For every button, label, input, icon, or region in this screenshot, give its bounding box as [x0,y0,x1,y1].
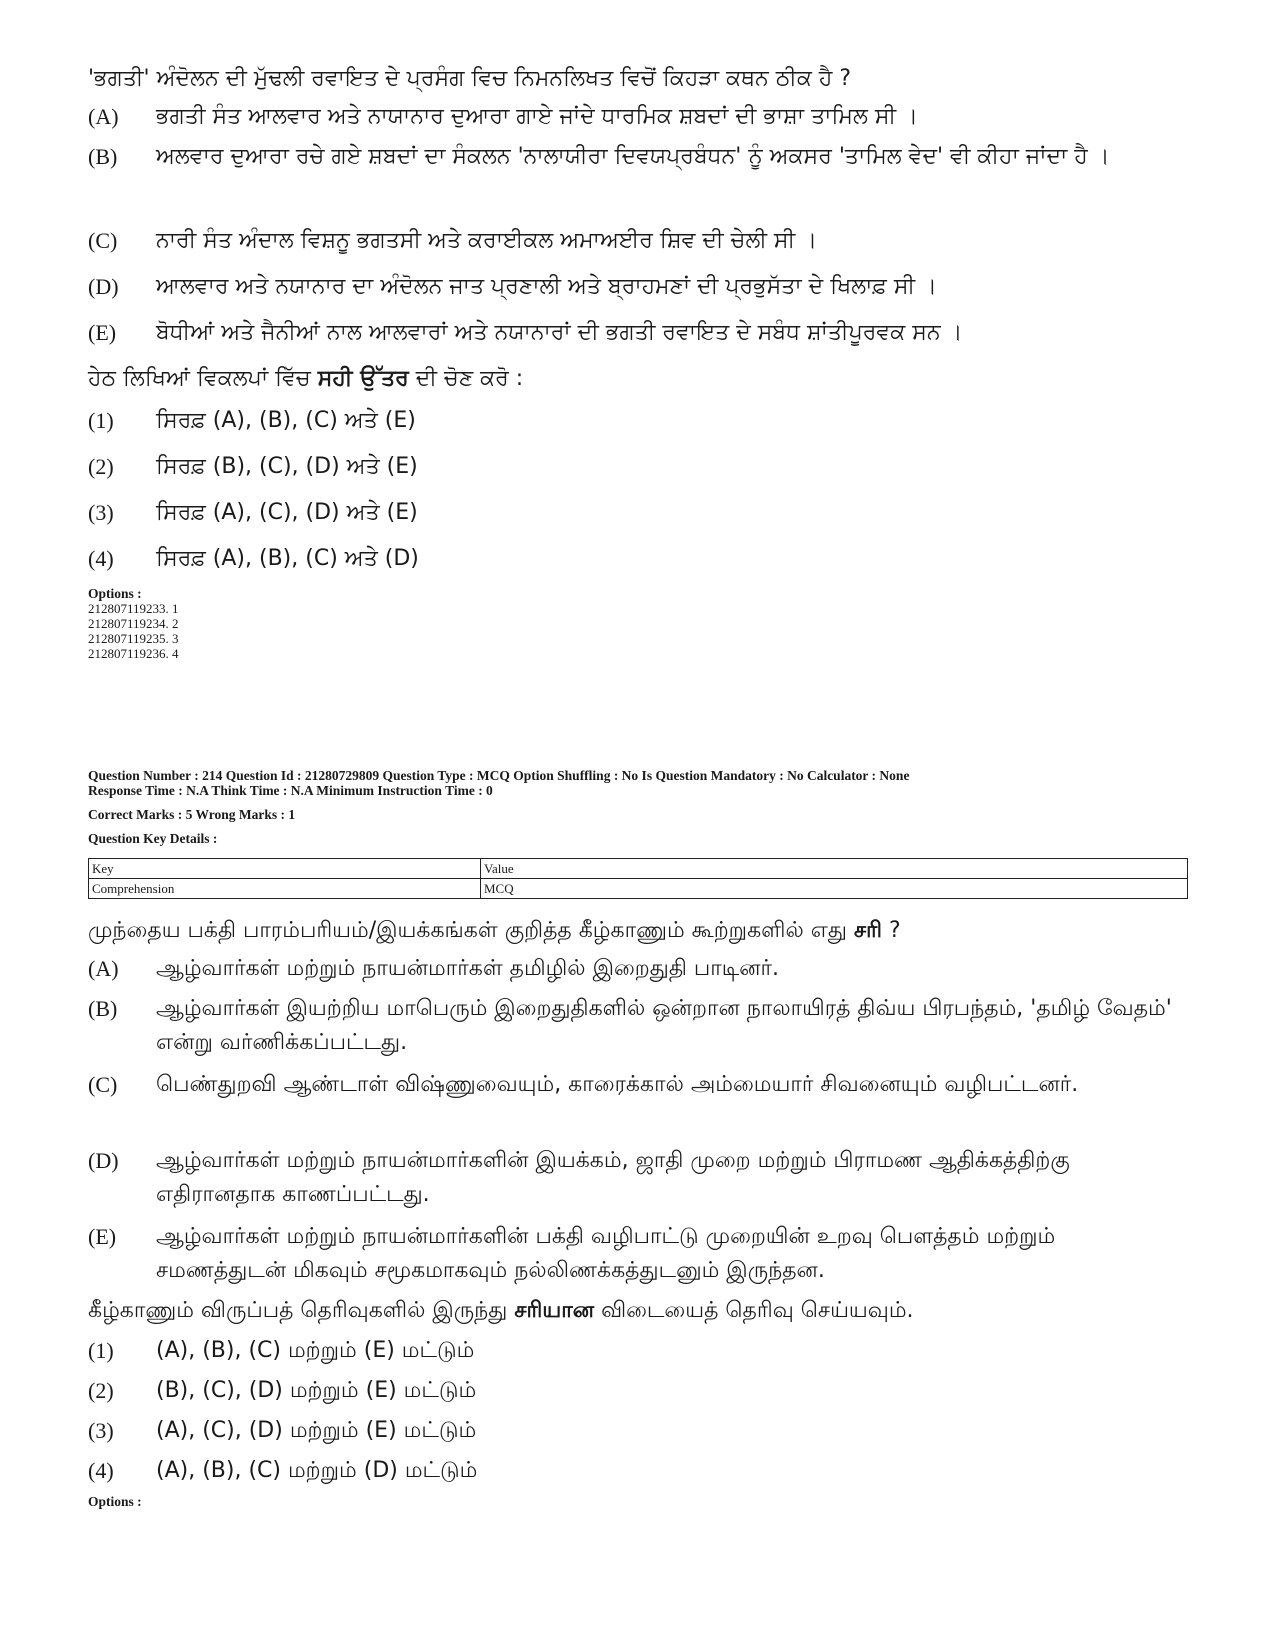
choice-text: ਸਿਰਫ਼ (A), (C), (D) ਅਤੇ (E) [156,500,418,525]
q1-statement-a [88,100,1188,140]
statement-text: பெண்துறவி ஆண்டாள் விஷ்ணுவையும், காரைக்கால் அம்மையார் சிவனையும் வழிபட்டனர். [156,1072,1079,1097]
meta-line-1: Question Number : 214 Question Id : 21280729809 Question Type : MCQ Option Shuffling : No Is Question Mandatory : No Calculator : None [88,768,910,783]
instruction-text: ਦੀ ਚੋਣ ਕਰੋ : [408,366,524,391]
key-value-table [88,858,1188,899]
q2-instruction [88,1296,1188,1326]
instruction-text: ਹੇਠ ਲਿਖਿਆਂ ਵਿਕਲਪਾਂ ਵਿੱਚ [88,366,318,391]
table-row [89,879,1188,899]
q2-statement-c [88,1068,1188,1144]
choice-label: (4) [88,546,114,571]
choice-text: ਸਿਰਫ਼ (A), (B), (C) ਅਤੇ (D) [156,546,419,571]
statement-label: (D) [88,1148,119,1173]
choice-text: (A), (C), (D) மற்றும் (E) மட்டும் [156,1418,477,1443]
instruction-text: கீழ்காணும் விருப்பத் தெரிவுகளில் இருந்து [88,1298,515,1323]
q2-options-header: Options : [88,1494,142,1509]
q1-statement-c [88,224,1188,270]
choice-text: ਸਿਰਫ਼ (B), (C), (D) ਅਤੇ (E) [156,454,418,479]
stem-text: முந்தைய பக்தி பாரம்பரியம்/இயக்கங்கள் குறித்த கீழ்காணும் கூற்றுகளில் எது [88,918,854,943]
choice-text: ਸਿਰਫ਼ (A), (B), (C) ਅਤੇ (E) [156,408,416,433]
choice-label: (3) [88,500,114,525]
option-id: 212807119234. 2 [88,616,179,631]
statement-label: (E) [88,320,117,345]
q2-statement-d [88,1144,1188,1220]
statement-label: (C) [88,228,118,253]
statement-text: ਨਾਰੀ ਸੰਤ ਅੰਦਾਲ ਵਿਸ਼ਨੂ ਭਗਤਸੀ ਅਤੇ ਕਰਾਈਕਲ ਅਮਾਅਈਰ ਸ਼ਿਵ ਦੀ ਚੇਲੀ ਸੀ । [156,228,818,253]
q2-statement-e [88,1220,1188,1296]
q2-stem [88,916,1188,946]
table-cell-key: Comprehension [89,879,481,899]
q1-statement-b [88,140,1188,224]
statement-label: (E) [88,1224,117,1249]
stem-emphasis: சரி [853,918,882,943]
statement-label: (D) [88,274,119,299]
q2-choice-4 [88,1454,1188,1492]
meta-key-details: Question Key Details : [88,831,218,846]
q2-choice-2 [88,1374,1188,1414]
q1-choice-2 [88,450,1188,496]
statement-text: ஆழ்வார்கள் மற்றும் நாயன்மார்களின் பக்தி வழிபாட்டு முறையின் உறவு பௌத்தம் மற்றும் சமணத்துடன் மிகவும் சமூகமாகவும் நல்லிணக்கத்துடனும் இருந்தன. [156,1224,1056,1283]
instruction-emphasis: ਸਹੀ ਉੱਤਰ [317,366,409,391]
instruction-emphasis: சரியான [514,1298,595,1323]
table-header-key: Key [89,859,481,879]
statement-text: ਬੋਧੀਆਂ ਅਤੇ ਜੈਨੀਆਂ ਨਾਲ ਆਲਵਾਰਾਂ ਅਤੇ ਨਯਾਨਾਰਾਂ ਦੀ ਭਗਤੀ ਰਵਾਇਤ ਦੇ ਸਬੰਧ ਸ਼ਾਂਤੀਪੂਰਵਕ ਸਨ । [156,320,963,345]
q1-choice-3 [88,496,1188,542]
table-header-row [89,859,1188,879]
choice-text: (A), (B), (C) மற்றும் (D) மட்டும் [156,1458,478,1483]
statement-text: ஆழ்வார்கள் மற்றும் நாயன்மார்கள் தமிழில் இறைதுதி பாடினர். [156,956,780,981]
choice-label: (1) [88,408,114,433]
instruction-text: விடையைத் தெரிவு செய்யவும். [594,1298,914,1323]
statement-label: (B) [88,144,118,169]
statement-text: ஆழ்வார்கள் இயற்றிய மாபெரும் இறைதுதிகளில் ஒன்றான நாலாயிரத் திவ்ய பிரபந்தம், 'தமிழ் வேதம்' என்று வர்ணிக்கப்பட்டது. [156,996,1172,1055]
stem-text: ? [881,918,901,943]
table-header-value: Value [481,859,1188,879]
statement-text: ਭਗਤੀ ਸੰਤ ਆਲਵਾਰ ਅਤੇ ਨਾਯਾਨਾਰ ਦੁਆਰਾ ਗਾਏ ਜਾਂਦੇ ਧਾਰਮਿਕ ਸ਼ਬਦਾਂ ਦੀ ਭਾਸ਼ਾ ਤਾਮਿਲ ਸੀ । [156,104,918,129]
statement-label: (B) [88,996,118,1021]
statement-text: ਆਲਵਾਰ ਅਤੇ ਨਯਾਨਾਰ ਦਾ ਅੰਦੋਲਨ ਜਾਤ ਪ੍ਰਣਾਲੀ ਅਤੇ ਬ੍ਰਾਹਮਣਾਂ ਦੀ ਪ੍ਰਭੁਸੱਤਾ ਦੇ ਖਿਲਾਫ਼ ਸੀ । [156,274,937,299]
choice-text: (A), (B), (C) மற்றும் (E) மட்டும் [156,1338,475,1363]
meta-marks: Correct Marks : 5 Wrong Marks : 1 [88,807,296,822]
q2-statement-b [88,992,1188,1068]
statement-label: (A) [88,104,119,129]
option-id: 212807119236. 4 [88,646,179,661]
q2-choice-3 [88,1414,1188,1454]
choice-label: (1) [88,1338,114,1363]
option-id: 212807119233. 1 [88,601,179,616]
q1-block [88,64,1188,661]
statement-text: ਅਲਵਾਰ ਦੁਆਰਾ ਰਚੇ ਗਏ ਸ਼ਬਦਾਂ ਦਾ ਸੰਕਲਨ 'ਨਾਲਾਯੀਰਾ ਦਿਵਯਪ੍ਰਬੰਧਨ' ਨੂੰ ਅਕਸਰ 'ਤਾਮਿਲ ਵੇਦ' ਵੀ ਕੀਹਾ ਜਾਂਦਾ ਹੈ । [156,144,1110,169]
statement-text: ஆழ்வார்கள் மற்றும் நாயன்மார்களின் இயக்கம், ஜாதி முறை மற்றும் பிராமண ஆதிக்கத்திற்கு எதிரானதாக காணப்பட்டது. [156,1148,1070,1207]
choice-label: (2) [88,1378,114,1403]
meta-line-2: Response Time : N.A Think Time : N.A Minimum Instruction Time : 0 [88,783,493,798]
choice-label: (2) [88,454,114,479]
question-meta [88,768,1188,846]
q1-choice-4 [88,542,1188,582]
table-cell-value: MCQ [481,879,1188,899]
q2-block [88,916,1188,1509]
choice-text: (B), (C), (D) மற்றும் (E) மட்டும் [156,1378,477,1403]
q1-stem: 'ਭਗਤੀ' ਅੰਦੋਲਨ ਦੀ ਮੁੱਢਲੀ ਰਵਾਇਤ ਦੇ ਪ੍ਰਸੰਗ ਵਿਚ ਨਿਮਨਲਿਖਤ ਵਿਚੋਂ ਕਿਹੜਾ ਕਥਨ ਠੀਕ ਹੈ ? [88,66,852,91]
statement-label: (C) [88,1072,118,1097]
q1-instruction [88,364,1188,394]
q1-statement-e [88,316,1188,362]
q1-statement-d [88,270,1188,316]
statement-label: (A) [88,956,119,981]
q2-choice-1 [88,1334,1188,1374]
q1-choice-1 [88,404,1188,450]
option-id: 212807119235. 3 [88,631,179,646]
q2-statement-a [88,952,1188,992]
choice-label: (3) [88,1418,114,1443]
choice-label: (4) [88,1458,114,1483]
q1-options-header: Options : [88,586,142,601]
